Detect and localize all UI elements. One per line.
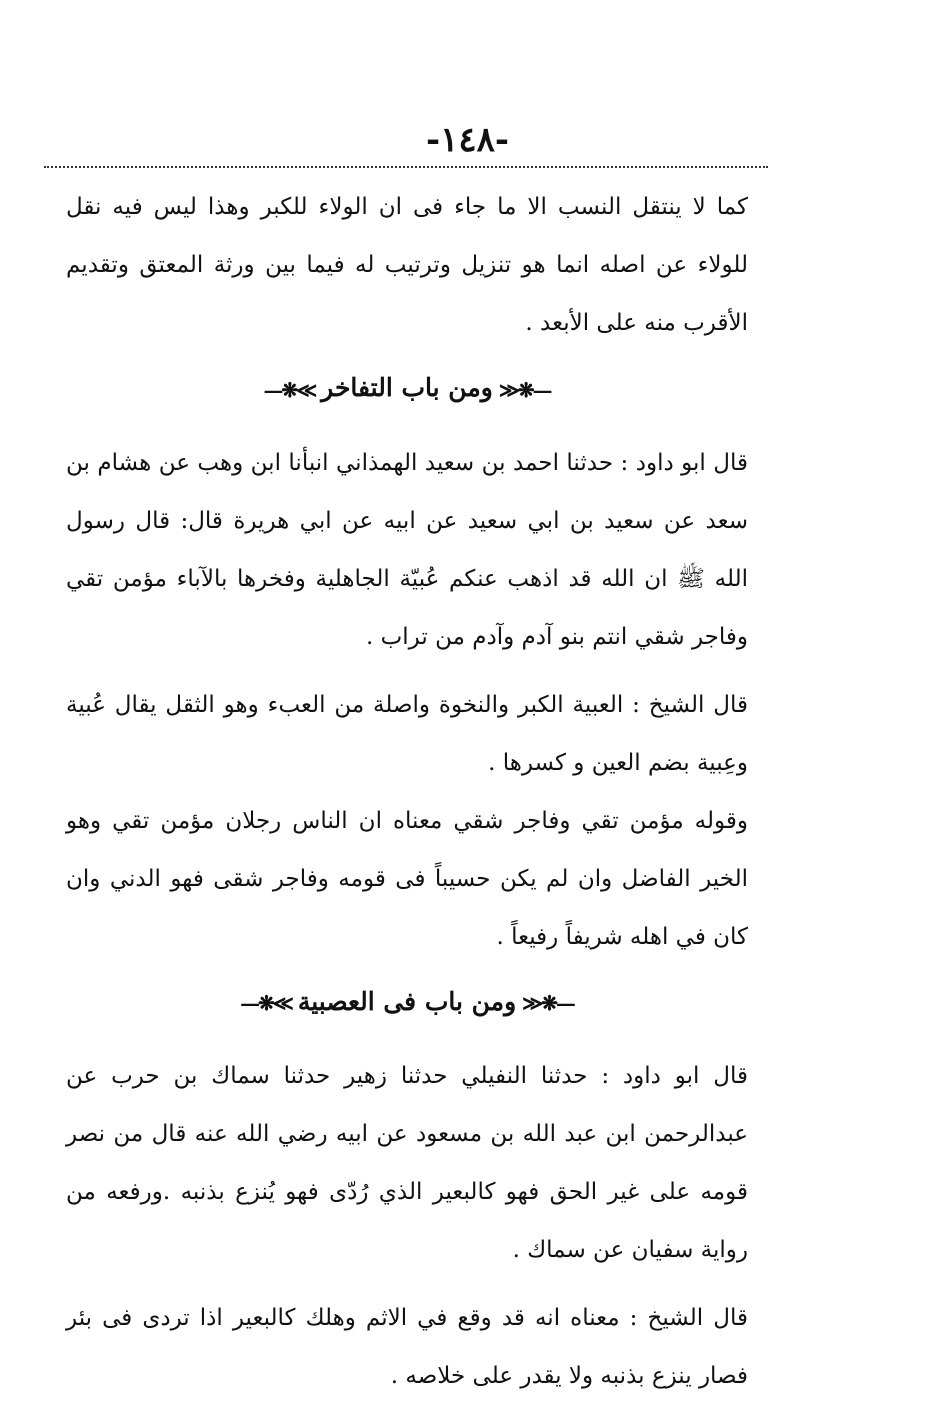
section-heading-text: ومن باب فى العصبية	[297, 986, 517, 1016]
commentary-paragraph: قال الشيخ : العبية الكبر والنخوة واصلة من العبء وهو الثقل يقال عُبية وعِبية بضم العين و كسرها .	[66, 691, 748, 776]
commentary-paragraph: قال الشيخ : معناه انه قد وقع في الاثم وهلك كالبعير اذا تردى فى بئر فصار ينزع بذنبه ولا يقدر على خلاصه .	[66, 1305, 748, 1389]
page-number: -١٤٨-	[425, 120, 510, 160]
section-heading-text: ومن باب التفاخر	[321, 373, 493, 402]
header-rule	[44, 166, 768, 168]
ornament-icon: —❋≪	[498, 377, 551, 402]
section-heading-tafakhur	[66, 358, 748, 420]
section-heading-asabiyya	[66, 972, 748, 1034]
hadith-paragraph: قال ابو داود : حدثنا النفيلي حدثنا زهير حدثنا سماك بن حرب عن عبدالرحمن ابن عبد الله بن مسعود عن ابيه رضي الله عنه قال من نصر قومه على غير الحق فهو كالبعير الذي رُدّى فهو يُنزع بذنبه .ورفعه من رواية سفيان عن سماك .	[66, 1063, 748, 1263]
ornament-icon: —❋≪	[522, 991, 574, 1015]
ornament-icon: ≫❋—	[263, 377, 316, 402]
page-content	[66, 178, 748, 1405]
hadith-paragraph: قال ابو داود : حدثنا احمد بن سعيد الهمذاني انبأنا ابن وهب عن هشام بن سعد عن سعيد بن ابي سعيد عن ابيه عن ابي هريرة قال: قال رسول الله ﷺ ان الله قد اذهب عنكم عُبيّة الجاهلية وفخرها بالآباء مؤمن تقي وفاجر شقي انتم بنو آدم وآدم من تراب .	[66, 449, 748, 650]
commentary-paragraph: وقوله مؤمن تقي وفاجر شقي معناه ان الناس رجلان مؤمن تقي وهو الخير الفاضل وان لم يكن حسيباً فى قومه وفاجر شقى فهو الدني وان كان في اهله شريفاً رفيعاً .	[66, 807, 748, 950]
ornament-icon: ≫❋—	[240, 991, 292, 1015]
intro-paragraph: كما لا ينتقل النسب الا ما جاء فى ان الولاء للكبر وهذا ليس فيه نقل للولاء عن اصله انما هو تنزيل وترتيب له فيما بين ورثة المعتق وتقديم الأقرب منه على الأبعد .	[66, 194, 748, 336]
